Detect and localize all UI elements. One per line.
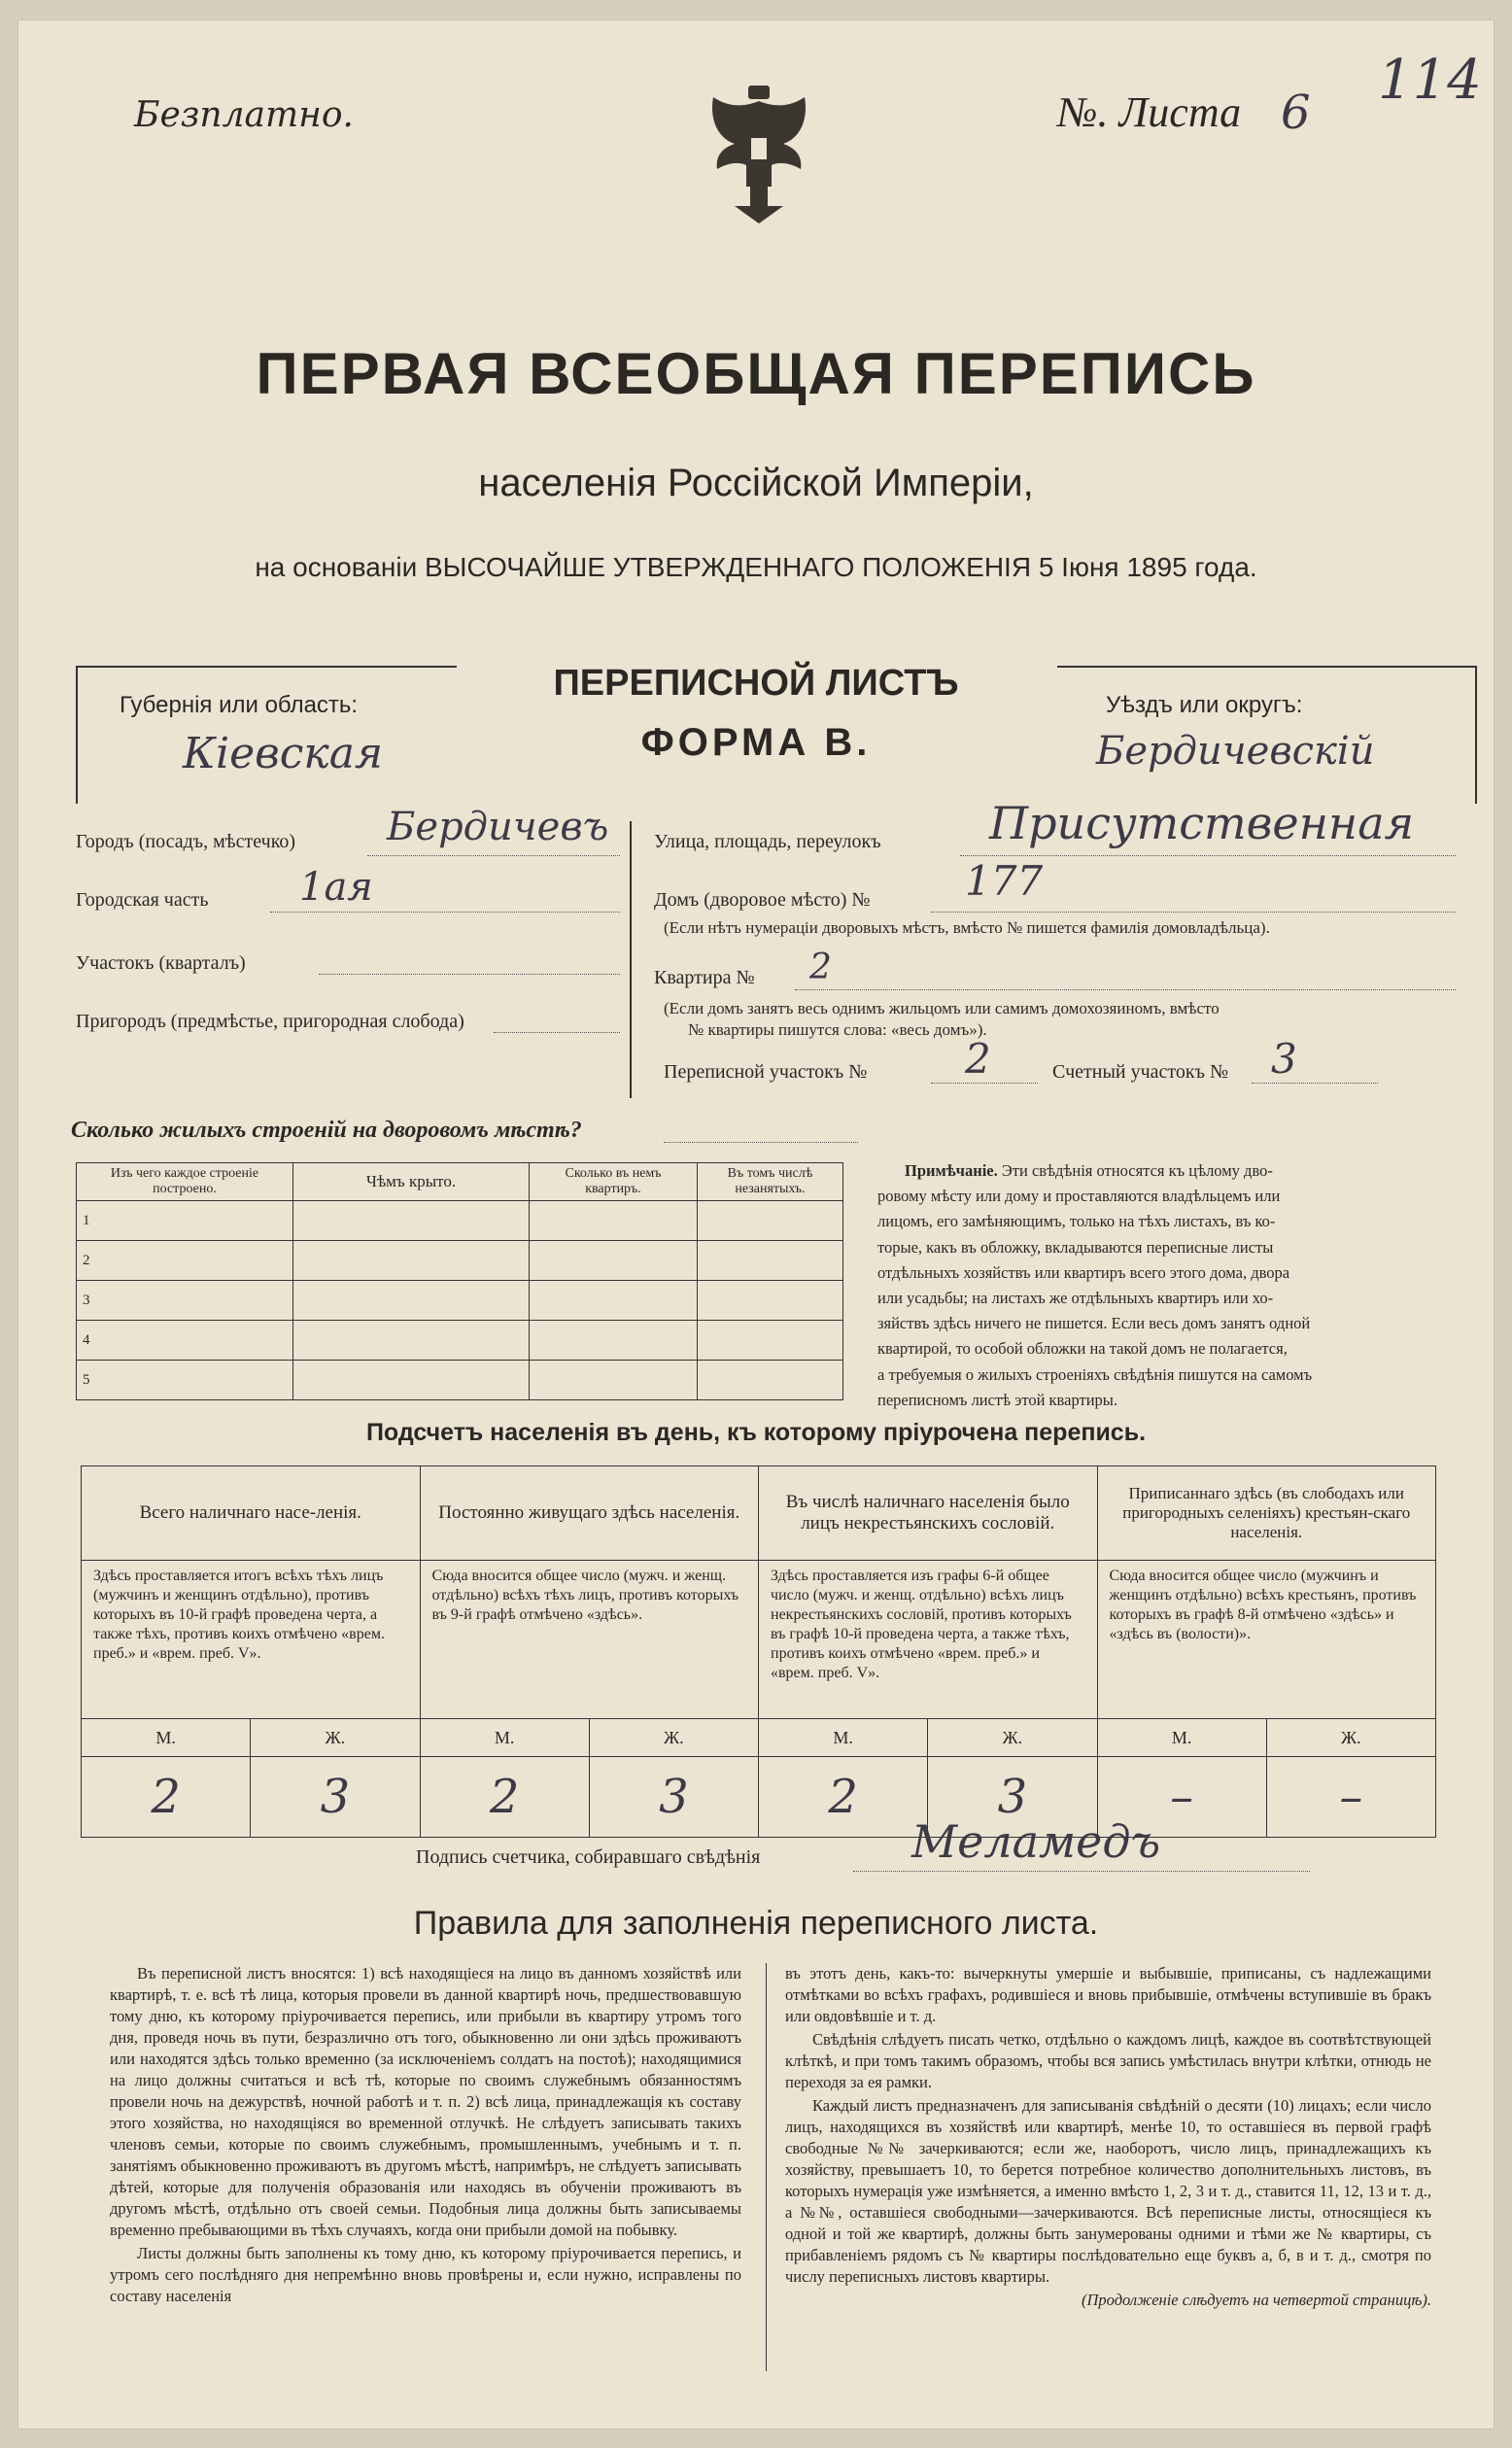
col-permanent-header: Постоянно живущаго здѣсь населенія.	[420, 1466, 759, 1561]
sheet-number-value: 6	[1281, 86, 1311, 140]
prigorod-label: Пригородъ (предмѣстье, пригородная слобода)	[76, 1011, 464, 1032]
col-nonpeasant-header: Въ числѣ наличнаго населенія было лицъ некрестьянскихъ сословій.	[759, 1466, 1098, 1561]
buildings-header-row	[77, 1163, 843, 1201]
table-row: 4	[77, 1321, 843, 1361]
signature-label: Подпись счетчика, собиравшаго свѣдѣнія	[416, 1846, 761, 1868]
dom-value: 177	[965, 857, 1044, 905]
buildings-question: Сколько жилыхъ строеній на дворовомъ мѣстѣ?	[71, 1118, 582, 1143]
sheet-number-label: №. Листа	[1057, 88, 1242, 136]
col-total-header: Всего наличнаго насе-ленія.	[82, 1466, 421, 1561]
kvartira-note-1: (Если домъ занятъ весь однимъ жильцомъ или самимъ домохозяиномъ, вмѣсто	[664, 999, 1220, 1017]
nonpeasant-m-value: 2	[759, 1757, 928, 1838]
census-sheet	[17, 19, 1495, 2430]
table-row: 1	[77, 1201, 843, 1241]
table-row: 3	[77, 1281, 843, 1321]
ulitsa-value: Присутственная	[989, 797, 1415, 849]
table-row: 2	[77, 1241, 843, 1281]
page-title: ПЕРВАЯ ВСЕОБЩАЯ ПЕРЕПИСЬ	[256, 341, 1256, 406]
rules-left-column: Въ переписной листъ вносятся: 1) всѣ находящіеся на лицо въ данномъ хозяйствѣ или квартирѣ, т. е. всѣ тѣ лица, которыя провели въ данной квартирѣ ночь, предшествовавшую тому дню, къ которому пріурочивается перепись, или прибыли въ квартиру утромъ того дня, проведя ночь въ пути, безразлично отъ того, обыкновенно ли они здѣсь проживаютъ или находятся здѣсь только временно (за исключеніемъ солдатъ на постоѣ); находящимися на лицо должны считаться и всѣ тѣ, которые по своимъ служебнымъ обязанностямъ провели ночь на дежурствѣ, ночной работѣ и т. п. 2) всѣ лица, принадлежащія къ составу этого хозяйства, но находящіяся во временной отлучкѣ. Не слѣдуетъ записывать такихъ членовъ семьи, которые по своимъ служебнымъ, промышленнымъ, учебнымъ и т. п. занятіямъ обыкновенно проживаютъ въ другомъ мѣстѣ, напримѣръ, не слѣдуетъ записывать дѣтей, которые для полученія образованія или находясь въ обученіи проживаютъ въ другомъ мѣстѣ, отдѣльно отъ своей семьи. Подобныя лица должны быть записываемы временно пребывающими въ тѣхъ случаяхъ, когда они прибыли домой на побывку. Листы должны быть заполнены къ тому дню, къ которому пріурочивается перепись, и утромъ сего послѣдняго дня непремѣнно вновь провѣрены и, если нужно, исправлены по составу населенія	[110, 1964, 741, 2305]
peasant-f-value: –	[1266, 1757, 1435, 1838]
guberniya-label: Губернія или область:	[120, 692, 359, 718]
double-headed-eagle-icon	[696, 80, 822, 225]
perepis-uchastok-value: 2	[965, 1035, 991, 1083]
col-vacant: Въ томъ числѣ незанятыхъ.	[698, 1163, 843, 1201]
col-material: Изъ чего каждое строеніе построено.	[77, 1163, 293, 1201]
buildings-note: Примѣчаніе. Эти свѣдѣнія относятся къ цѣлому дво- ровому мѣсту или дому и проставляются владѣльцемъ или лицомъ, его замѣняющимъ, только на тѣхъ листахъ, въ ко- торые, какъ въ обложку, вкладываются переписные листы отдѣльныхъ хозяйствъ или квартиръ всего этого дома, двора или усадьбы; на листахъ же отдѣльныхъ квартиръ или хо- зяйствъ здѣсь ничего не пишется. Если весь домъ занятъ одной квартирой, то особой обложки на такой домъ не полагается, а требуемыя о жилыхъ строеніяхъ свѣдѣнія пишутся на самомъ переписномъ листѣ этой квартиры.	[877, 1161, 1313, 1409]
total-m-value: 2	[82, 1757, 251, 1838]
ulitsa-label: Улица, площадь, переулокъ	[654, 831, 881, 852]
nonpeasant-f-value: 3	[928, 1757, 1097, 1838]
dom-label: Домъ (дворовое мѣсто) №	[654, 889, 871, 911]
schet-uchastok-value: 3	[1271, 1035, 1297, 1083]
form-name: ФОРМА В.	[640, 721, 872, 764]
col-peasant-header: Приписаннаго здѣсь (въ слободахъ или пригородныхъ селеніяхъ) крестьян-скаго населенія.	[1097, 1466, 1436, 1561]
uezd-label: Уѣздъ или округъ:	[1106, 692, 1303, 718]
rules-right-column: въ этотъ день, какъ-то: вычеркнуты умершіе и выбывшіе, приписаны, съ надлежащими отмѣтками во всѣхъ графахъ, родившіеся и вновь прибывшіе, отмѣчены вступившіе въ бракъ или овдовѣвшіе и т. д. Свѣдѣнія слѣдуетъ писать четко, отдѣльно о каждомъ лицѣ, каждое въ соотвѣтствующей клѣткѣ, и при томъ такимъ образомъ, чтобы вся запись умѣстилась внутри клѣтки, отнюдь не переходя за ея рамки. Каждый листъ предназначенъ для записыванія свѣдѣній о десяти (10) лицахъ; если число лицъ, находящихся въ хозяйствѣ или квартирѣ, менѣе 10, то оставшіеся въ первой графѣ свободные №№ зачеркиваются; если же, наоборотъ, число лицъ, принадлежащихъ къ хозяйству, превышаетъ 10, то берется потребное количество дополнительныхъ листовъ, въ которыхъ нумерація уже измѣняется, а именно вмѣсто 1, 2, 3 и т. д., ставится 11, 12, 13 и т. д., а №№, оставшіеся свободными—зачеркиваются. Всѣ переписные листы, относящіеся къ одной и той же квартирѣ, должны быть занумерованы одними и тѣми же № квартиры, съ прибавленіемъ рядомъ съ № квартиры послѣдовательно еще буквъ а, б, в и т. д., смотря по числу переписныхъ листовъ квартиры. (Продолженіе слѣдуетъ на четвертой страницѣ).	[785, 1964, 1431, 2309]
total-f-value: 3	[251, 1757, 420, 1838]
page-subtitle: населенія Россійской Имперіи,	[478, 462, 1034, 504]
kvartira-note-2: № квартиры пишутся слова: «весь домъ»).	[688, 1020, 987, 1039]
kvartira-label: Квартира №	[654, 967, 755, 988]
note-title: Примѣчаніе.	[905, 1161, 998, 1180]
col-apartments: Сколько въ немъ квартиръ.	[530, 1163, 698, 1201]
field-divider	[630, 821, 632, 1098]
perepis-uchastok-label: Переписной участокъ №	[664, 1061, 868, 1083]
table-row: 5	[77, 1361, 843, 1400]
population-table: Всего наличнаго насе-ленія. Постоянно живущаго здѣсь населенія. Въ числѣ наличнаго населенія было лицъ некрестьянскихъ сословій. Приписаннаго здѣсь (въ слободахъ или пригородныхъ селеніяхъ) крестьян-скаго населенія. Здѣсь проставляется итогъ всѣхъ тѣхъ лицъ (мужчинъ и женщинъ отдѣльно), противъ которыхъ въ 10-й графѣ проведена черта, а также тѣхъ, противъ коихъ отмѣчено «врем. преб.» и «врем. преб. V». Сюда вносится общее число (мужч. и женщ. отдѣльно) всѣхъ тѣхъ лицъ, противъ которыхъ въ 9-й графѣ отмѣчено «здѣсь». Здѣсь проставляется изъ графы 6-й общее число (мужч. и женщ. отдѣльно) всѣхъ лицъ некрестьянскихъ сословій, противъ которыхъ въ графѣ 10-й проведена черта, а также тѣхъ, противъ коихъ отмѣчено «врем. преб.» и «врем. преб. V». Сюда вносится общее число (мужчинъ и женщинъ отдѣльно) всѣхъ крестьянъ, противъ которыхъ въ графѣ 8-й отмѣчено «здѣсь» и «здѣсь въ (волости)». М. Ж. М. Ж. М. Ж. М. Ж. 2 3 2 3 2 3 – –	[81, 1465, 1436, 1838]
permanent-f-value: 3	[589, 1757, 758, 1838]
uezd-value: Бердичевскій	[1096, 729, 1375, 774]
chast-value: 1ая	[299, 865, 373, 910]
buildings-table	[76, 1162, 843, 1400]
kvartira-value: 2	[809, 948, 832, 987]
basis-line: на основаніи ВЫСОЧАЙШЕ УТВЕРЖДЕННАГО ПОЛОЖЕНІЯ 5 Іюня 1895 года.	[255, 552, 1257, 582]
rules-divider	[766, 1963, 767, 2371]
gorod-value: Бердичевъ	[387, 805, 609, 849]
col-roof: Чѣмъ крыто.	[293, 1163, 530, 1201]
gorod-label: Городъ (посадъ, мѣстечко)	[76, 831, 296, 852]
guberniya-value: Кіевская	[183, 729, 384, 778]
population-title: Подсчетъ населенія въ день, къ которому пріурочена перепись.	[365, 1419, 1147, 1446]
permanent-m-value: 2	[420, 1757, 589, 1838]
rules-title: Правила для заполненія переписного листа.	[413, 1905, 1099, 1942]
sheet-title: ПЕРЕПИСНОЙ ЛИСТЪ	[553, 663, 959, 704]
free-label: Безплатно.	[134, 95, 354, 135]
uchastok-label: Участокъ (кварталъ)	[76, 952, 246, 974]
archive-number: 114	[1378, 49, 1482, 112]
peasant-m-value: –	[1097, 1757, 1266, 1838]
dom-note: (Если нѣтъ нумераціи дворовыхъ мѣстъ, вмѣсто № пишется фамилія домовладѣльца).	[664, 918, 1270, 937]
chast-label: Городская часть	[76, 889, 209, 911]
signature-value: Меламедъ	[911, 1815, 1161, 1868]
schet-uchastok-label: Счетный участокъ №	[1052, 1061, 1229, 1083]
